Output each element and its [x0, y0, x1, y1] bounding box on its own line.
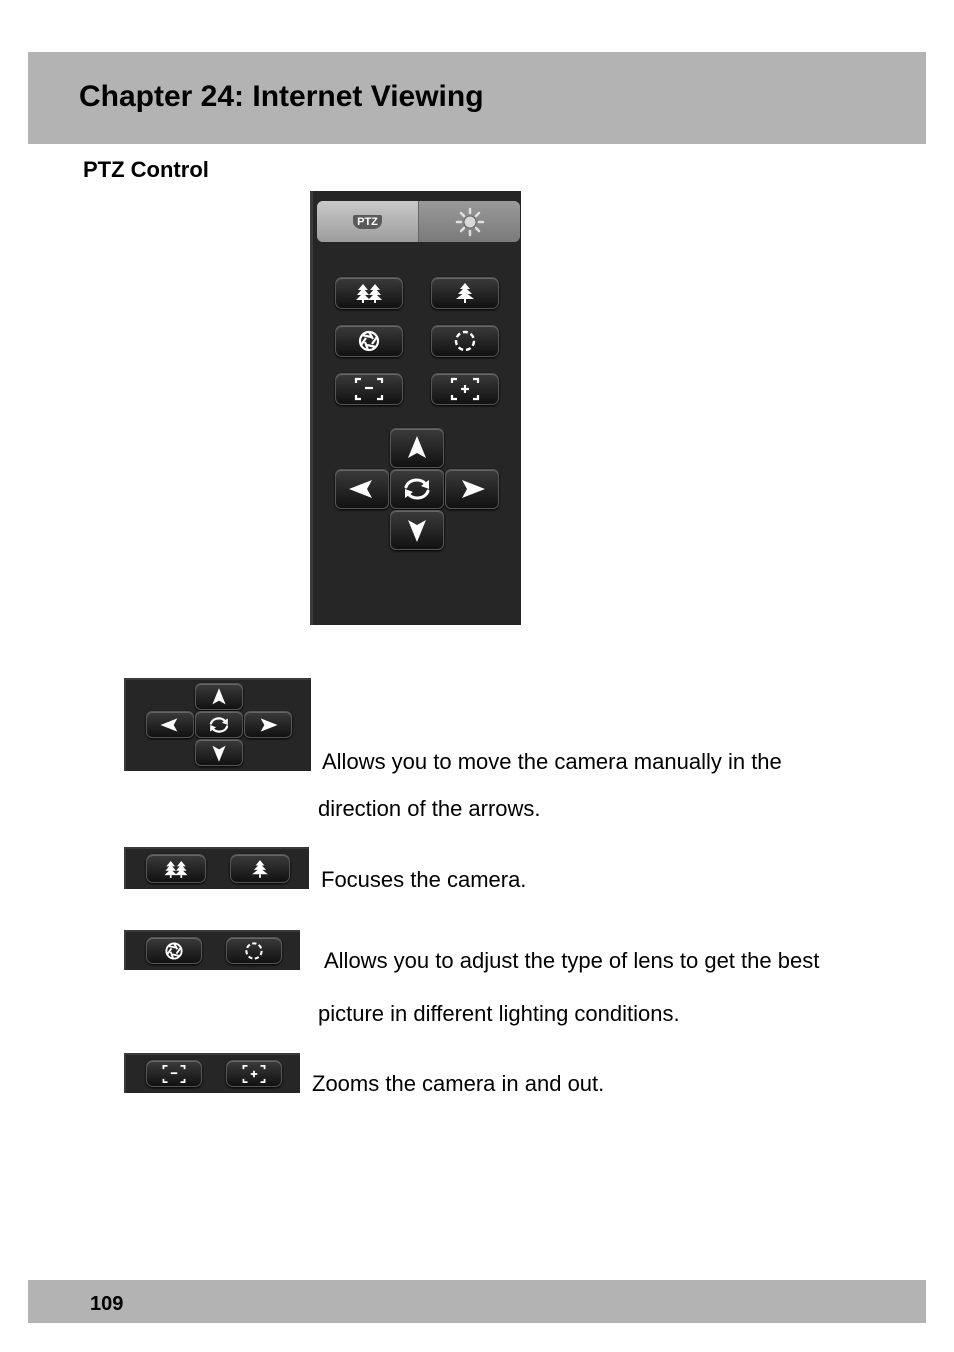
settings-sun-icon — [455, 207, 485, 237]
focus-near-icon — [161, 858, 191, 880]
iris-close-icon — [243, 940, 265, 962]
thumb-down-button — [195, 739, 243, 766]
thumb-right-button — [244, 711, 292, 738]
thumb-iris-close — [226, 937, 282, 964]
section-title: PTZ Control — [83, 157, 209, 182]
zoom-in-icon — [449, 376, 481, 402]
iris-close-icon — [452, 328, 478, 354]
iris-description-line-2: picture in different lighting conditions. — [318, 1001, 680, 1026]
arrow-up-icon — [208, 686, 230, 708]
pan-right-button[interactable] — [445, 469, 499, 509]
focus-far-icon — [245, 858, 275, 880]
chapter-title: Chapter 24: Internet Viewing — [79, 80, 484, 113]
focus-near-button[interactable] — [335, 277, 403, 309]
direction-pad-thumbnail — [124, 678, 311, 771]
arrow-down-icon — [208, 742, 230, 764]
tab-settings[interactable] — [419, 201, 520, 242]
focus-near-icon — [352, 281, 386, 305]
zoom-in-icon — [241, 1063, 267, 1085]
arrow-up-icon — [402, 433, 432, 463]
ptz-camera-icon: PTZ — [353, 215, 382, 229]
arrow-left-icon — [159, 714, 181, 736]
zoom-out-button[interactable] — [335, 373, 403, 405]
header-bar — [28, 52, 926, 144]
iris-open-button[interactable] — [335, 325, 403, 357]
pan-down-button[interactable] — [390, 510, 444, 550]
thumb-up-button — [195, 683, 243, 710]
iris-thumbnail — [124, 930, 300, 970]
iris-close-button[interactable] — [431, 325, 499, 357]
arrow-right-icon — [257, 714, 279, 736]
thumb-focus-far — [230, 854, 290, 883]
focus-far-icon — [448, 281, 482, 305]
move-description-line-2: direction of the arrows. — [318, 796, 541, 821]
auto-rotate-icon — [402, 474, 432, 504]
pan-left-button[interactable] — [335, 469, 389, 509]
auto-rotate-icon — [208, 714, 230, 736]
zoom-in-button[interactable] — [431, 373, 499, 405]
panel-tabs — [317, 201, 520, 242]
zoom-description: Zooms the camera in and out. — [312, 1071, 605, 1096]
auto-rotate-button[interactable] — [390, 469, 444, 509]
focus-thumbnail — [124, 847, 309, 889]
thumb-rotate-button — [195, 711, 243, 738]
thumb-focus-near — [146, 854, 206, 883]
tab-ptz[interactable] — [317, 201, 419, 242]
ptz-control-panel — [310, 191, 521, 625]
arrow-right-icon — [457, 474, 487, 504]
pan-up-button[interactable] — [390, 428, 444, 468]
focus-far-button[interactable] — [431, 277, 499, 309]
zoom-out-icon — [353, 376, 385, 402]
thumb-zoom-out — [146, 1060, 202, 1087]
zoom-out-icon — [161, 1063, 187, 1085]
iris-description-line-1: Allows you to adjust the type of lens to get the best — [324, 948, 820, 973]
zoom-thumbnail — [124, 1053, 300, 1093]
page-number: 109 — [90, 1293, 124, 1315]
focus-description: Focuses the camera. — [321, 867, 527, 892]
thumb-left-button — [146, 711, 194, 738]
arrow-down-icon — [402, 515, 432, 545]
move-description-line-1: Allows you to move the camera manually in the — [322, 749, 782, 774]
arrow-left-icon — [347, 474, 377, 504]
footer-bar — [28, 1280, 926, 1323]
iris-open-icon — [356, 328, 382, 354]
iris-open-icon — [163, 940, 185, 962]
thumb-zoom-in — [226, 1060, 282, 1087]
thumb-iris-open — [146, 937, 202, 964]
